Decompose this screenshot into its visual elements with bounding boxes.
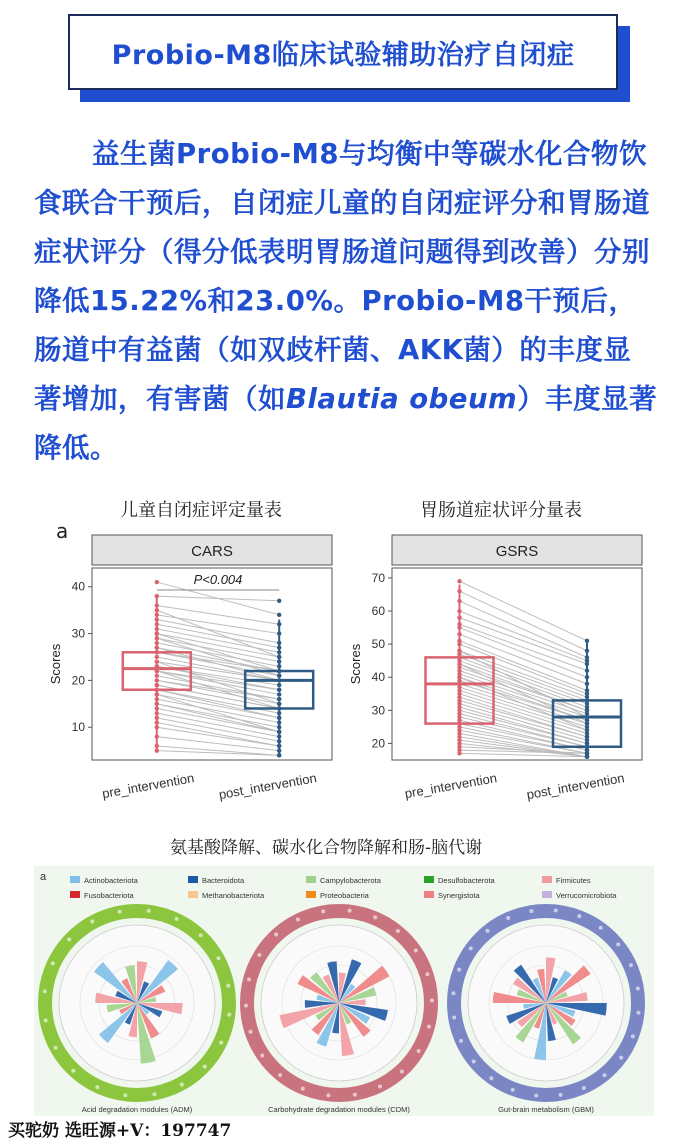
ring-tick <box>95 1085 99 1089</box>
ring-tick <box>554 909 558 913</box>
annotation-label: P<0.004 <box>193 572 243 587</box>
legend-swatch <box>70 891 80 898</box>
ring-tick <box>485 929 489 933</box>
pre-point <box>457 579 461 583</box>
legend-label: Actinobacteriota <box>84 876 138 885</box>
ring-tick <box>457 968 461 972</box>
legend-label: Desulfobacterota <box>438 876 495 885</box>
ring-tick <box>452 991 456 995</box>
title-box <box>68 14 618 90</box>
ring-tick <box>373 915 377 919</box>
ring-tick <box>227 1013 231 1017</box>
ring-tick <box>216 956 220 960</box>
ring-tick <box>257 953 261 957</box>
ring-tick <box>326 1093 330 1097</box>
post-point <box>277 702 281 706</box>
legend-label: Fusobacteriota <box>84 891 134 900</box>
legend-swatch <box>424 876 434 883</box>
ring-tick <box>511 1088 515 1092</box>
figure-label: a <box>56 519 69 543</box>
x-tick-label: pre_intervention <box>403 770 499 802</box>
ring-tick <box>199 933 203 937</box>
pre-point <box>155 683 159 687</box>
ring-tick <box>559 1093 563 1097</box>
ring-tick <box>472 1060 476 1064</box>
post-point <box>277 599 281 603</box>
pre-point <box>155 659 159 663</box>
ring-tick <box>348 909 352 913</box>
ring-tick <box>603 1073 607 1077</box>
y-tick-label: 10 <box>71 720 85 735</box>
ring-tick <box>469 946 473 950</box>
pre-point <box>155 655 159 659</box>
ring-tick <box>175 917 179 921</box>
pre-point <box>457 675 461 679</box>
ring-tick <box>321 909 325 913</box>
y-axis-label: Scores <box>48 643 63 685</box>
ring-tick <box>219 1041 223 1045</box>
legend-swatch <box>188 876 198 883</box>
ring-tick <box>427 1025 431 1029</box>
ring-tick <box>247 977 251 981</box>
ring-tick <box>378 1084 382 1088</box>
ring-tick <box>296 918 300 922</box>
x-tick-label: post_intervention <box>525 770 626 803</box>
summary-italic: Blautia obeum <box>286 383 518 415</box>
module-caption: Acid degradation modules (ADM) <box>81 1105 193 1114</box>
legend-label: Synergistota <box>438 891 480 900</box>
ring-tick <box>43 989 47 993</box>
ring-tick <box>417 1049 421 1053</box>
radial-module-chart <box>34 866 654 1116</box>
ring-tick <box>582 1086 586 1090</box>
y-tick-label: 40 <box>371 670 385 685</box>
ring-tick <box>425 972 429 976</box>
gsrs-box-chart <box>340 530 650 815</box>
legend-swatch <box>424 891 434 898</box>
y-tick-label: 70 <box>371 570 385 585</box>
ring-tick <box>489 1076 493 1080</box>
pre-point <box>155 674 159 678</box>
ring-tick <box>353 1093 357 1097</box>
chart3-title: 氨基酸降解、碳水化合物降解和肠-脑代谢 <box>170 838 483 858</box>
legend-label: Methanobacteriota <box>202 891 265 900</box>
ring-tick <box>459 1039 463 1043</box>
post-point <box>277 674 281 678</box>
cars-box-chart <box>40 530 340 815</box>
legend-swatch <box>188 891 198 898</box>
y-tick-label: 60 <box>371 604 385 619</box>
ring-tick <box>54 1046 58 1050</box>
ring-tick <box>619 1056 623 1060</box>
ring-tick <box>44 1018 48 1022</box>
ring-tick <box>400 1070 404 1074</box>
post-point <box>277 683 281 687</box>
ring-tick <box>629 963 633 967</box>
ring-tick <box>244 1004 248 1008</box>
pre-point <box>155 678 159 682</box>
ring-tick <box>577 914 581 918</box>
ring-tick <box>301 1087 305 1091</box>
post-point <box>277 688 281 692</box>
summary-text-1: 益生菌Probio-M8与均衡中等碳水化合物饮食联合干预后，自闭症儿童的自闭症评分和胃肠道症状评分（得分低表明胃肠道问题得到改善）分别降低15.22%和23.0%。Probio-M8干预后，肠道中有益菌（如双歧杆菌、AKK菌）的丰度显著增加，有害菌（如 <box>34 138 650 415</box>
y-tick-label: 30 <box>371 703 385 718</box>
radial-panel-label: a <box>40 871 47 883</box>
legend-label: Campylobacterota <box>320 876 381 885</box>
footer-contact: 买驼奶 选旺源+V：197747 <box>8 1121 232 1141</box>
panel-strip-label: CARS <box>191 543 233 560</box>
module-caption: Gut-brain metabolism (GBM) <box>498 1105 594 1114</box>
ring-tick <box>430 998 434 1002</box>
ring-tick <box>616 942 620 946</box>
pre-point <box>457 662 461 666</box>
ring-tick <box>529 909 533 913</box>
ring-tick <box>274 932 278 936</box>
y-tick-label: 40 <box>71 579 85 594</box>
post-point <box>277 613 281 617</box>
ring-tick <box>71 1069 75 1073</box>
panel-strip-label: GSRS <box>495 543 539 560</box>
ring-tick <box>118 910 122 914</box>
post-point <box>277 697 281 701</box>
ring-tick <box>506 916 510 920</box>
y-tick-label: 50 <box>371 637 385 652</box>
summary-paragraph <box>34 130 659 473</box>
ring-tick <box>249 1030 253 1034</box>
ring-tick <box>203 1065 207 1069</box>
ring-tick <box>226 984 230 988</box>
legend-swatch <box>306 876 316 883</box>
y-tick-label: 20 <box>371 736 385 751</box>
legend-swatch <box>542 891 552 898</box>
ring-tick <box>147 909 151 913</box>
legend-label: Firmicutes <box>556 876 591 885</box>
ring-tick <box>51 961 55 965</box>
y-axis-label: Scores <box>348 643 363 685</box>
ring-tick <box>599 926 603 930</box>
chart1-title: 儿童自闭症评定量表 <box>120 500 282 521</box>
ring-tick <box>278 1073 282 1077</box>
legend-label: Bacteroidota <box>202 876 245 885</box>
x-tick-label: pre_intervention <box>100 770 196 802</box>
post-point <box>585 728 589 732</box>
ring-tick <box>90 920 94 924</box>
ring-tick <box>414 949 418 953</box>
plot-frame <box>392 568 642 760</box>
ring-tick <box>152 1092 156 1096</box>
legend-label: Verrucomicrobiota <box>556 891 617 900</box>
module-caption: Carbohydrate degradation modules (CDM) <box>268 1105 410 1114</box>
ring-tick <box>260 1053 264 1057</box>
ring-tick <box>452 1016 456 1020</box>
ring-tick <box>636 1011 640 1015</box>
page-title: Probio-M8临床试验辅助治疗自闭症 <box>111 39 575 71</box>
ring-tick <box>180 1082 184 1086</box>
ring-tick <box>123 1093 127 1097</box>
y-tick-label: 30 <box>71 626 85 641</box>
summary-text-2: ）丰度显著降低。 <box>34 383 658 464</box>
ring-tick <box>636 986 640 990</box>
ring-tick <box>67 937 71 941</box>
post-point <box>585 721 589 725</box>
legend-swatch <box>70 876 80 883</box>
legend-swatch <box>542 876 552 883</box>
y-tick-label: 20 <box>71 673 85 688</box>
x-tick-label: post_intervention <box>217 770 318 803</box>
post-point <box>277 692 281 696</box>
ring-tick <box>631 1034 635 1038</box>
ring-tick <box>396 929 400 933</box>
chart2-title: 胃肠道症状评分量表 <box>420 500 582 521</box>
ring-tick <box>534 1093 538 1097</box>
legend-label: Proteobacteria <box>320 891 369 900</box>
legend-swatch <box>306 891 316 898</box>
pre-point <box>155 580 159 584</box>
